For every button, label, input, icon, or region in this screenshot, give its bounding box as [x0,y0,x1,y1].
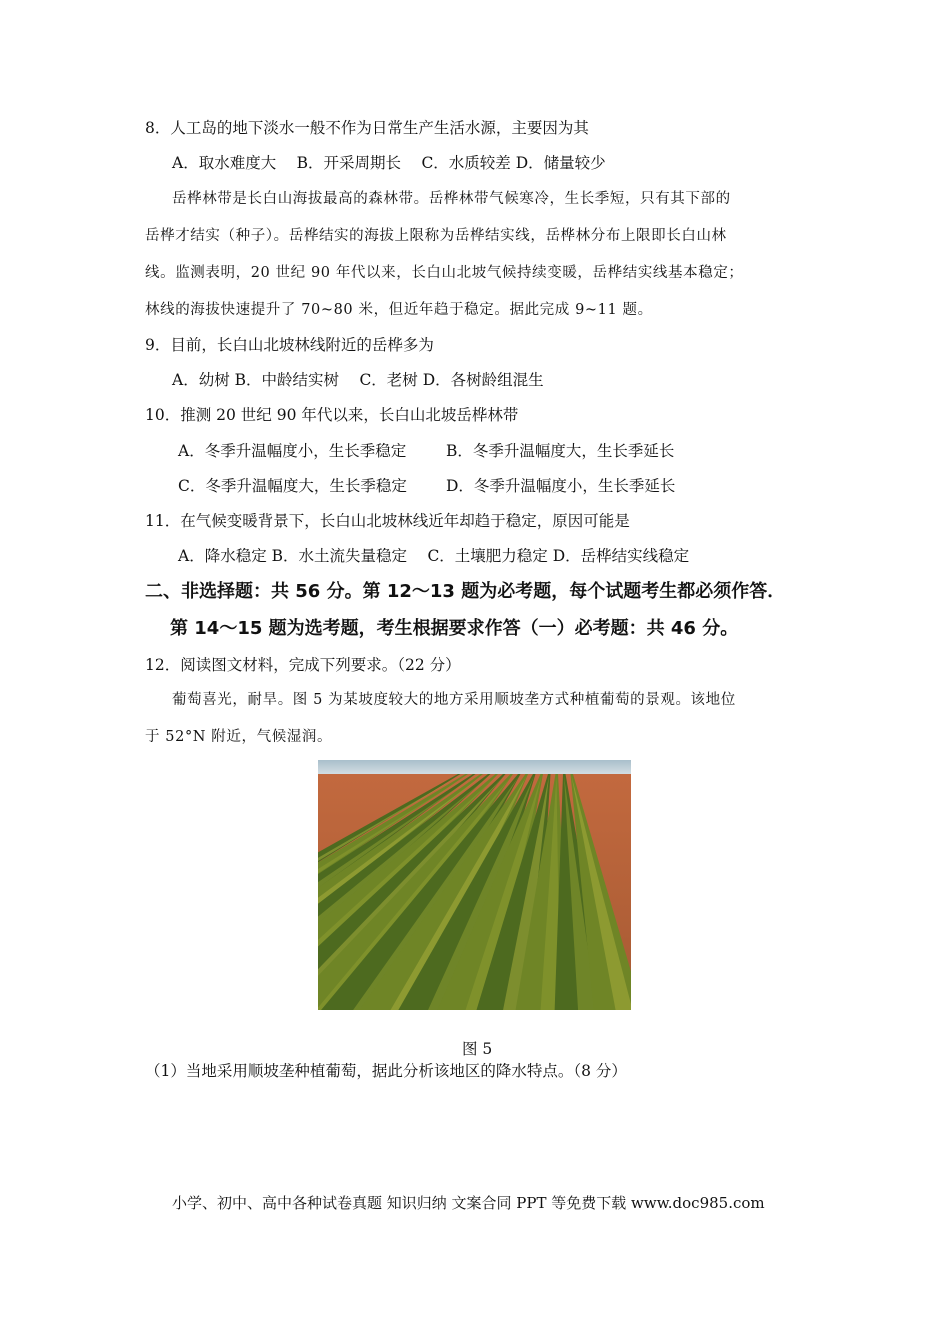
q10-option-a: A．冬季升温幅度小，生长季稳定 [178,442,407,460]
q11-stem: 11．在气候变暖背景下，长白山北坡林线近年却趋于稳定，原因可能是 [145,512,630,530]
q12-stem: 12．阅读图文材料，完成下列要求。（22 分） [145,656,461,674]
q10-option-d: D．冬季升温幅度小，生长季延长 [446,477,676,495]
q9-stem: 9．目前，长白山北坡林线附近的岳桦多为 [145,336,434,354]
q11-options: A．降水稳定 B．水土流失量稳定 C．土壤肥力稳定 D．岳桦结实线稳定 [178,547,690,565]
section2-heading: 第 14～15 题为选考题，考生根据要求作答（一）必考题：共 46 分。 [170,618,739,639]
q8-stem: 8．人工岛的地下淡水一般不作为日常生产生活水源，主要因为其 [145,119,589,137]
q9-options: A．幼树 B．中龄结实树 C．老树 D．各树龄组混生 [172,371,544,389]
passage1-line: 线。监测表明，20 世纪 90 年代以来，长白山北坡气候持续变暖，岳桦结实线基本稳定； [145,265,744,281]
q12-passage-line: 葡萄喜光，耐旱。图 5 为某坡度较大的地方采用顺坡垄方式种植葡萄的景观。该地位 [172,692,736,708]
passage1-line: 林线的海拔快速提升了 70~80 米，但近年趋于稳定。据此完成 9~11 题。 [145,302,653,318]
q12-passage-line: 于 52°N 附近，气候湿润。 [145,729,333,745]
q12-sub1: （1）当地采用顺坡垄种植葡萄，据此分析该地区的降水特点。（8 分） [145,1062,627,1080]
passage1-line: 岳桦才结实（种子）。岳桦结实的海拔上限称为岳桦结实线，岳桦林分布上限即长白山林 [145,228,727,244]
section2-heading: 二、非选择题：共 56 分。第 12～13 题为必考题，每个试题考生都必须作答． [145,581,786,602]
q10-stem: 10．推测 20 世纪 90 年代以来，长白山北坡岳桦林带 [145,406,519,424]
q8-options: A．取水难度大 B．开采周期长 C．水质较差 D．储量较少 [172,154,606,172]
passage1-line: 岳桦林带是长白山海拔最高的森林带。岳桦林带气候寒冷，生长季短，只有其下部的 [172,191,731,207]
figure-caption: 图 5 [462,1040,493,1058]
q10-option-b: B．冬季升温幅度大，生长季延长 [446,442,675,460]
vineyard-photo [318,760,631,1010]
q10-option-c: C．冬季升温幅度大，生长季稳定 [178,477,407,495]
page-footer: 小学、初中、高中各种试卷真题 知识归纳 文案合同 PPT 等免费下载 www.doc985.com [172,1194,765,1212]
